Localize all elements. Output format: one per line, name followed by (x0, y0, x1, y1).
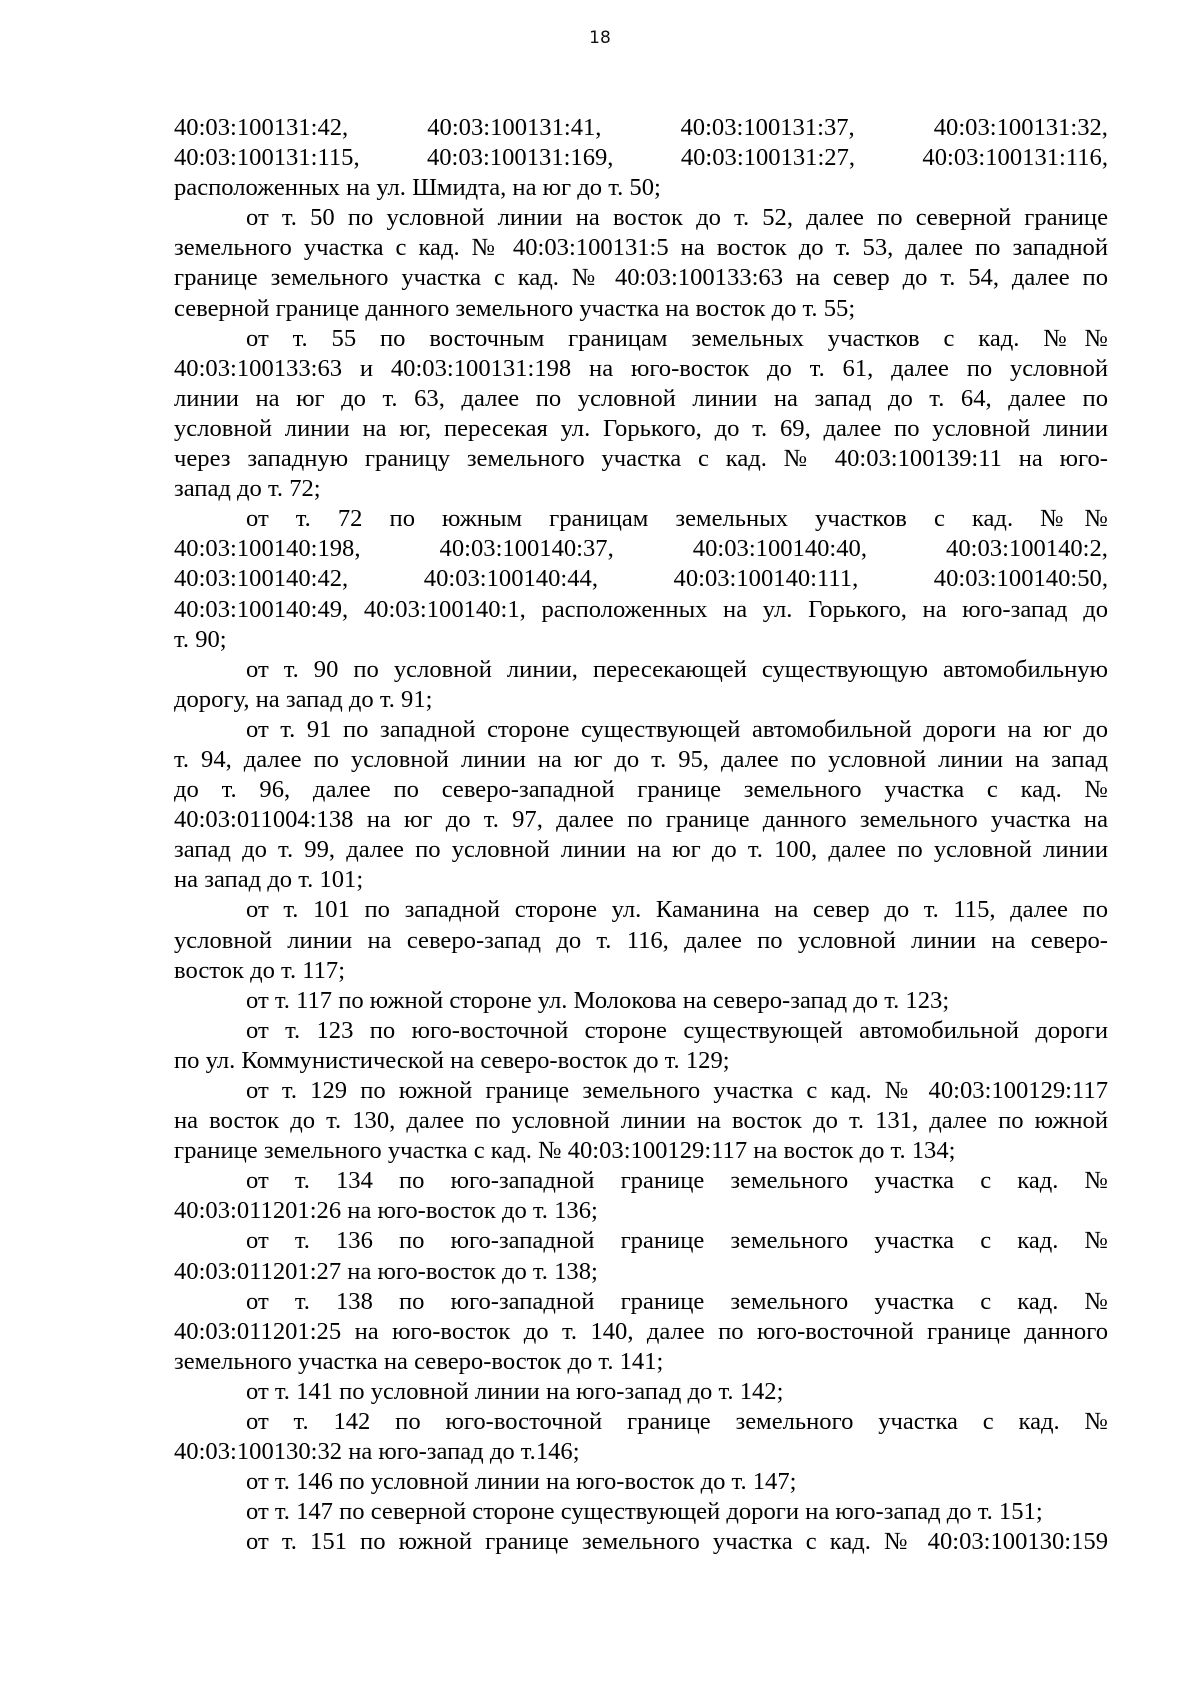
text-line: земельного участка с кад. № 40:03:100131:5 на восток до т. 53, далее по западной (174, 234, 1108, 262)
text-line: на запад до т. 101; (174, 866, 364, 894)
cadastral-number: 40:03:100131:37, (680, 114, 855, 141)
text-line: восток до т. 117; (174, 956, 346, 984)
cadastral-number: 40:03:100131:32, (933, 114, 1108, 141)
text-line: границе земельного участка с кад. № 40:03:100129:117 на восток до т. 134; (174, 1137, 956, 1165)
text-line: от т. 129 по южной границе земельного участка с кад. № 40:03:100129:117 (246, 1077, 1108, 1104)
text-line: т. 90; (174, 625, 227, 653)
cadastral-number: 40:03:100131:42, (174, 114, 349, 141)
text-line: от т. 134 по юго-западной границе земельного участка с кад. № (246, 1167, 1108, 1195)
text-line: от т. 91 по западной стороне существующей автомобильной дороги на юг до (246, 715, 1108, 743)
text-line: от т. 138 по юго-западной границе земельного участка с кад. № (246, 1287, 1108, 1315)
text-line: 40:03:011201:25 на юго-восток до т. 140, далее по юго-восточной границе данного (174, 1317, 1108, 1345)
text-line: земельного участка на северо-восток до т. 141; (174, 1347, 664, 1375)
cadastral-numbers-row (174, 564, 1108, 594)
cadastral-number: 40:03:100131:169, (426, 144, 614, 172)
text-line: северной границе данного земельного участка на восток до т. 55; (174, 294, 856, 322)
cadastral-number: 40:03:100140:44, (423, 565, 598, 593)
cadastral-numbers-row (174, 143, 1108, 173)
text-line: от т. 151 по южной границе земельного участка с кад. № 40:03:100130:159 (246, 1528, 1108, 1556)
text-line: от т. 141 по условной линии на юго-запад до т. 142; (246, 1377, 784, 1405)
text-line: через западную границу земельного участка с кад. № 40:03:100139:11 на юго- (174, 445, 1108, 473)
cadastral-number: 40:03:100140:111, (673, 565, 859, 593)
text-line: дорогу, на запад до т. 91; (174, 685, 433, 713)
text-line: границе земельного участка с кад. № 40:03:100133:63 на север до т. 54, далее по (174, 264, 1108, 292)
text-line: до т. 96, далее по северо-западной границе земельного участка с кад. № (174, 776, 1108, 804)
text-line: линии на юг до т. 63, далее по условной линии на запад до т. 64, далее по (174, 384, 1108, 412)
text-line: от т. 147 по северной стороне существующей дороги на юго-запад до т. 151; (246, 1498, 1043, 1526)
text-line: т. 94, далее по условной линии на юг до т. 95, далее по условной линии на запад (174, 745, 1108, 773)
cadastral-numbers-row (174, 534, 1108, 564)
text-line: условной линии на юг, пересекая ул. Горького, до т. 69, далее по условной линии (174, 414, 1108, 442)
cadastral-number: 40:03:100140:40, (692, 535, 868, 563)
cadastral-number: 40:03:100131:116, (922, 144, 1108, 172)
text-line: от т. 123 по юго-восточной стороне существующей автомобильной дороги (246, 1016, 1108, 1044)
text-line: по ул. Коммунистической на северо-восток до т. 129; (174, 1046, 730, 1074)
text-line: от т. 101 по западной стороне ул. Каманина на север до т. 115, далее по (246, 896, 1108, 924)
text-line: от т. 55 по восточным границам земельных участков с кад. №№ (246, 324, 1108, 352)
text-line: от т. 50 по условной линии на восток до т. 52, далее по северной границе (246, 204, 1108, 232)
cadastral-number: 40:03:100140:2, (946, 535, 1108, 563)
text-line: 40:03:100130:32 на юго-запад до т.146; (174, 1438, 580, 1466)
text-line: запад до т. 72; (174, 475, 321, 503)
text-line: 40:03:011201:26 на юго-восток до т. 136; (174, 1197, 598, 1225)
text-line: 40:03:011004:138 на юг до т. 97, далее по границе данного земельного участка на (174, 806, 1108, 834)
text-line: расположенных на ул. Шмидта, на юг до т. 50; (174, 174, 661, 202)
text-line: от т. 136 по юго-западной границе земельного участка с кад. № (246, 1227, 1108, 1255)
text-line: от т. 90 по условной линии, пересекающей существующую автомобильную (246, 655, 1108, 683)
cadastral-number: 40:03:100131:115, (174, 144, 360, 172)
cadastral-number: 40:03:100131:41, (427, 114, 602, 141)
text-line: 40:03:011201:27 на юго-восток до т. 138; (174, 1257, 598, 1285)
text-line: 40:03:100140:49, 40:03:100140:1, расположенных на ул. Горького, на юго-запад до (174, 595, 1108, 623)
text-line: от т. 142 по юго-восточной границе земельного участка с кад. № (246, 1408, 1108, 1436)
text-line: условной линии на северо-запад до т. 116, далее по условной линии на северо- (174, 926, 1108, 954)
cadastral-number: 40:03:100140:50, (933, 565, 1108, 593)
document-body (174, 113, 1108, 1558)
cadastral-number: 40:03:100140:42, (174, 565, 349, 593)
page-number: 18 (589, 28, 611, 48)
text-line: запад до т. 99, далее по условной линии на юг до т. 100, далее по условной линии (174, 836, 1108, 864)
text-line: от т. 117 по южной стороне ул. Молокова на северо-запад до т. 123; (246, 986, 950, 1014)
text-line: от т. 72 по южным границам земельных участков с кад. №№ (246, 505, 1108, 533)
text-line: от т. 146 по условной линии на юго-восток до т. 147; (246, 1468, 797, 1496)
cadastral-numbers-row (174, 113, 1108, 143)
cadastral-number: 40:03:100131:27, (680, 144, 856, 172)
cadastral-number: 40:03:100140:37, (439, 535, 614, 563)
text-line: на восток до т. 130, далее по условной линии на восток до т. 131, далее по южной (174, 1107, 1108, 1135)
cadastral-number: 40:03:100140:198, (174, 535, 361, 563)
text-line: 40:03:100133:63 и 40:03:100131:198 на юго-восток до т. 61, далее по условной (174, 354, 1108, 382)
